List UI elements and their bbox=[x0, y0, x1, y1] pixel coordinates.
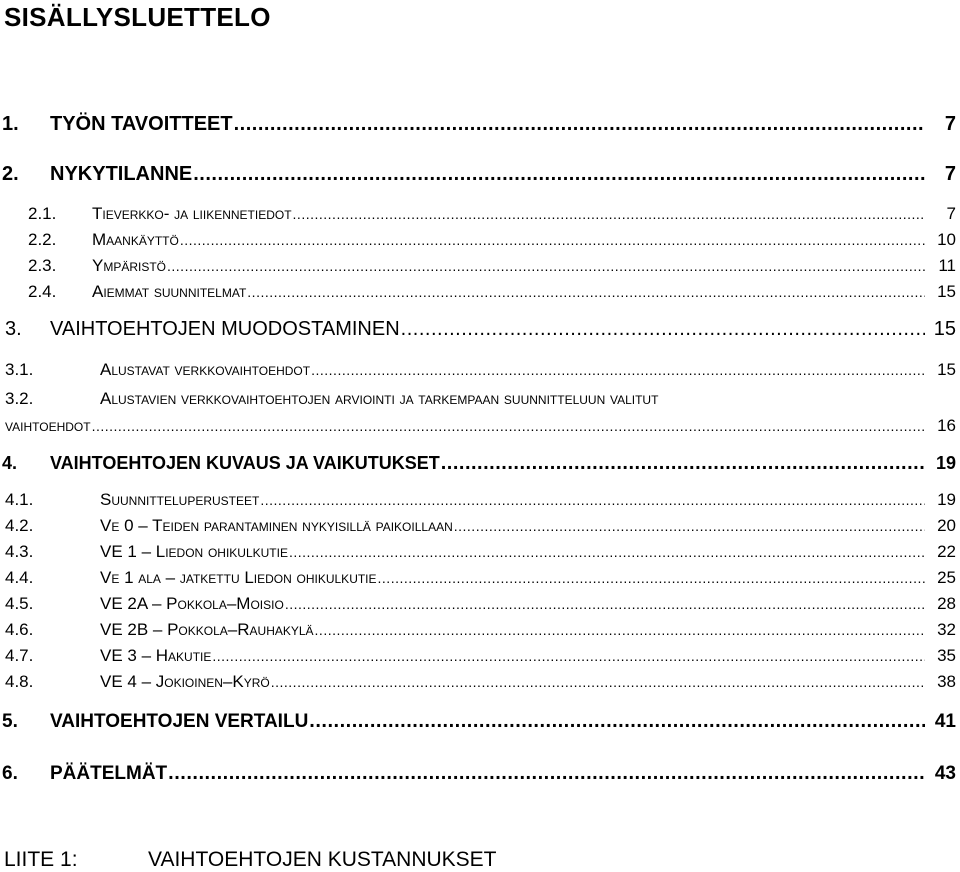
toc-title: VE 4 – Jokioinen–Kyrö bbox=[100, 672, 270, 691]
toc-entry-4-5[interactable] bbox=[0, 594, 960, 614]
toc-title: PÄÄTELMÄT bbox=[50, 763, 168, 784]
toc-page: 15 bbox=[937, 360, 956, 379]
toc-page: 7 bbox=[944, 163, 956, 185]
toc-title: Ve 0 – Teiden parantaminen nykyisillä paikoillaan bbox=[100, 516, 453, 535]
toc-title: NYKYTILANNE bbox=[50, 163, 193, 185]
toc-number: 4. bbox=[2, 453, 18, 473]
toc-page: 7 bbox=[944, 113, 956, 135]
page-title: SISÄLLYSLUETTELO bbox=[4, 2, 271, 32]
toc-title: Alustavat verkkovaihtoehdot bbox=[100, 360, 311, 379]
toc-number: 3.2. bbox=[5, 389, 34, 408]
toc-leader bbox=[168, 762, 925, 785]
toc-title: VAIHTOEHTOJEN MUODOSTAMINEN bbox=[50, 318, 400, 340]
toc-leader bbox=[309, 710, 925, 733]
toc-number: 4.6. bbox=[5, 620, 34, 639]
toc-page: 20 bbox=[937, 516, 956, 535]
toc-number: 2.2. bbox=[28, 230, 57, 249]
toc-leader bbox=[92, 416, 925, 436]
toc-title: TYÖN TAVOITTEET bbox=[50, 113, 233, 135]
toc-number: 4.3. bbox=[5, 542, 34, 561]
annex-entry[interactable] bbox=[4, 848, 497, 872]
toc-entry-4-2[interactable] bbox=[0, 516, 960, 536]
toc-entry-5[interactable] bbox=[0, 710, 960, 733]
toc-leader bbox=[285, 594, 925, 614]
toc-title: VAIHTOEHTOJEN KUVAUS JA VAIKUTUKSET bbox=[50, 453, 440, 473]
toc-title: VE 1 – Liedon ohikulkutie bbox=[100, 542, 288, 561]
toc-entry-3-2[interactable] bbox=[0, 389, 960, 409]
toc-leader bbox=[167, 256, 925, 276]
toc-title: Maankäyttö bbox=[92, 230, 179, 249]
toc-number: 6. bbox=[2, 763, 18, 784]
toc-leader bbox=[441, 452, 925, 475]
toc-leader bbox=[378, 568, 925, 588]
toc-title: Ympäristö bbox=[92, 256, 167, 275]
toc-title: Aiemmat suunnitelmat bbox=[92, 282, 247, 301]
toc-title: Tieverkko- ja liikennetiedot bbox=[92, 204, 292, 223]
toc-leader bbox=[193, 163, 925, 186]
toc-title: Alustavien verkkovaihtoehtojen arviointi ja tarkempaan suunnitteluun valitut bbox=[100, 389, 659, 408]
toc-page: 19 bbox=[937, 490, 956, 509]
toc-page: 25 bbox=[937, 568, 956, 587]
toc-page: 11 bbox=[938, 256, 956, 275]
toc-leader bbox=[454, 516, 925, 536]
toc-page: 22 bbox=[937, 542, 956, 561]
toc-page: 19 bbox=[935, 453, 956, 473]
toc-number: 4.5. bbox=[5, 594, 34, 613]
toc-page: 16 bbox=[937, 416, 956, 435]
toc-page: 35 bbox=[937, 646, 956, 665]
toc-leader bbox=[234, 113, 925, 136]
toc-title: VE 3 – Hakutie bbox=[100, 646, 212, 665]
toc-leader bbox=[180, 230, 925, 250]
toc-page: 10 bbox=[937, 230, 956, 249]
toc-leader bbox=[311, 360, 925, 380]
toc-number: 2.3. bbox=[28, 256, 57, 275]
toc-entry-2-4[interactable] bbox=[0, 282, 960, 302]
toc-title-continued: vaihtoehdot bbox=[5, 416, 91, 435]
toc-title: VAIHTOEHTOJEN VERTAILU bbox=[50, 711, 309, 732]
toc-number: 4.2. bbox=[5, 516, 34, 535]
toc-page: 32 bbox=[937, 620, 956, 639]
toc-leader bbox=[260, 490, 925, 510]
annex-title: VAIHTOEHTOJEN KUSTANNUKSET bbox=[148, 848, 497, 871]
annex-label: LIITE 1: bbox=[4, 848, 78, 871]
toc-page: 15 bbox=[937, 282, 956, 301]
toc-number: 4.7. bbox=[5, 646, 34, 665]
toc-entry-2-3[interactable] bbox=[0, 256, 960, 276]
toc-entry-2-1[interactable] bbox=[0, 204, 960, 224]
toc-entry-4-7[interactable] bbox=[0, 646, 960, 666]
toc-leader bbox=[271, 672, 925, 692]
toc-entry-2[interactable] bbox=[0, 163, 960, 186]
toc-entry-4-8[interactable] bbox=[0, 672, 960, 692]
toc-entry-6[interactable] bbox=[0, 762, 960, 785]
toc-page: 7 bbox=[946, 204, 956, 223]
toc-number: 1. bbox=[2, 113, 19, 135]
toc-number: 4.1. bbox=[5, 490, 34, 509]
toc-number: 2.4. bbox=[28, 282, 57, 301]
toc-entry-4[interactable] bbox=[0, 452, 960, 475]
toc-number: 3. bbox=[5, 318, 22, 340]
toc-title: VE 2A – Pokkola–Moisio bbox=[100, 594, 284, 613]
toc-number: 4.8. bbox=[5, 672, 34, 691]
toc-entry-4-4[interactable] bbox=[0, 568, 960, 588]
toc-entry-4-6[interactable] bbox=[0, 620, 960, 640]
toc-page: 41 bbox=[934, 711, 956, 732]
toc-page: 15 bbox=[933, 318, 956, 340]
toc-leader bbox=[293, 204, 925, 224]
toc-title: Suunnitteluperusteet bbox=[100, 490, 260, 509]
toc-number: 4.4. bbox=[5, 568, 34, 587]
toc-leader bbox=[315, 620, 925, 640]
toc-leader bbox=[247, 282, 925, 302]
toc-entry-3-2-cont[interactable] bbox=[0, 416, 960, 436]
toc-number: 5. bbox=[2, 711, 18, 732]
toc-entry-1[interactable] bbox=[0, 113, 960, 136]
toc-page: 28 bbox=[937, 594, 956, 613]
toc-entry-4-1[interactable] bbox=[0, 490, 960, 510]
toc-title: Ve 1 ala – jatkettu Liedon ohikulkutie bbox=[100, 568, 377, 587]
toc-entry-3-1[interactable] bbox=[0, 360, 960, 380]
toc-number: 2. bbox=[2, 163, 19, 185]
toc-entry-3[interactable] bbox=[0, 318, 960, 341]
toc-entry-2-2[interactable] bbox=[0, 230, 960, 250]
toc-page: 43 bbox=[934, 763, 956, 784]
toc-leader bbox=[401, 318, 925, 341]
toc-title: VE 2B – Pokkola–Rauhakylä bbox=[100, 620, 314, 639]
toc-page: 38 bbox=[937, 672, 956, 691]
toc-entry-4-3[interactable] bbox=[0, 542, 960, 562]
toc-number: 3.1. bbox=[5, 360, 34, 379]
toc-number: 2.1. bbox=[28, 204, 57, 223]
toc-leader bbox=[289, 542, 925, 562]
toc-leader bbox=[212, 646, 925, 666]
